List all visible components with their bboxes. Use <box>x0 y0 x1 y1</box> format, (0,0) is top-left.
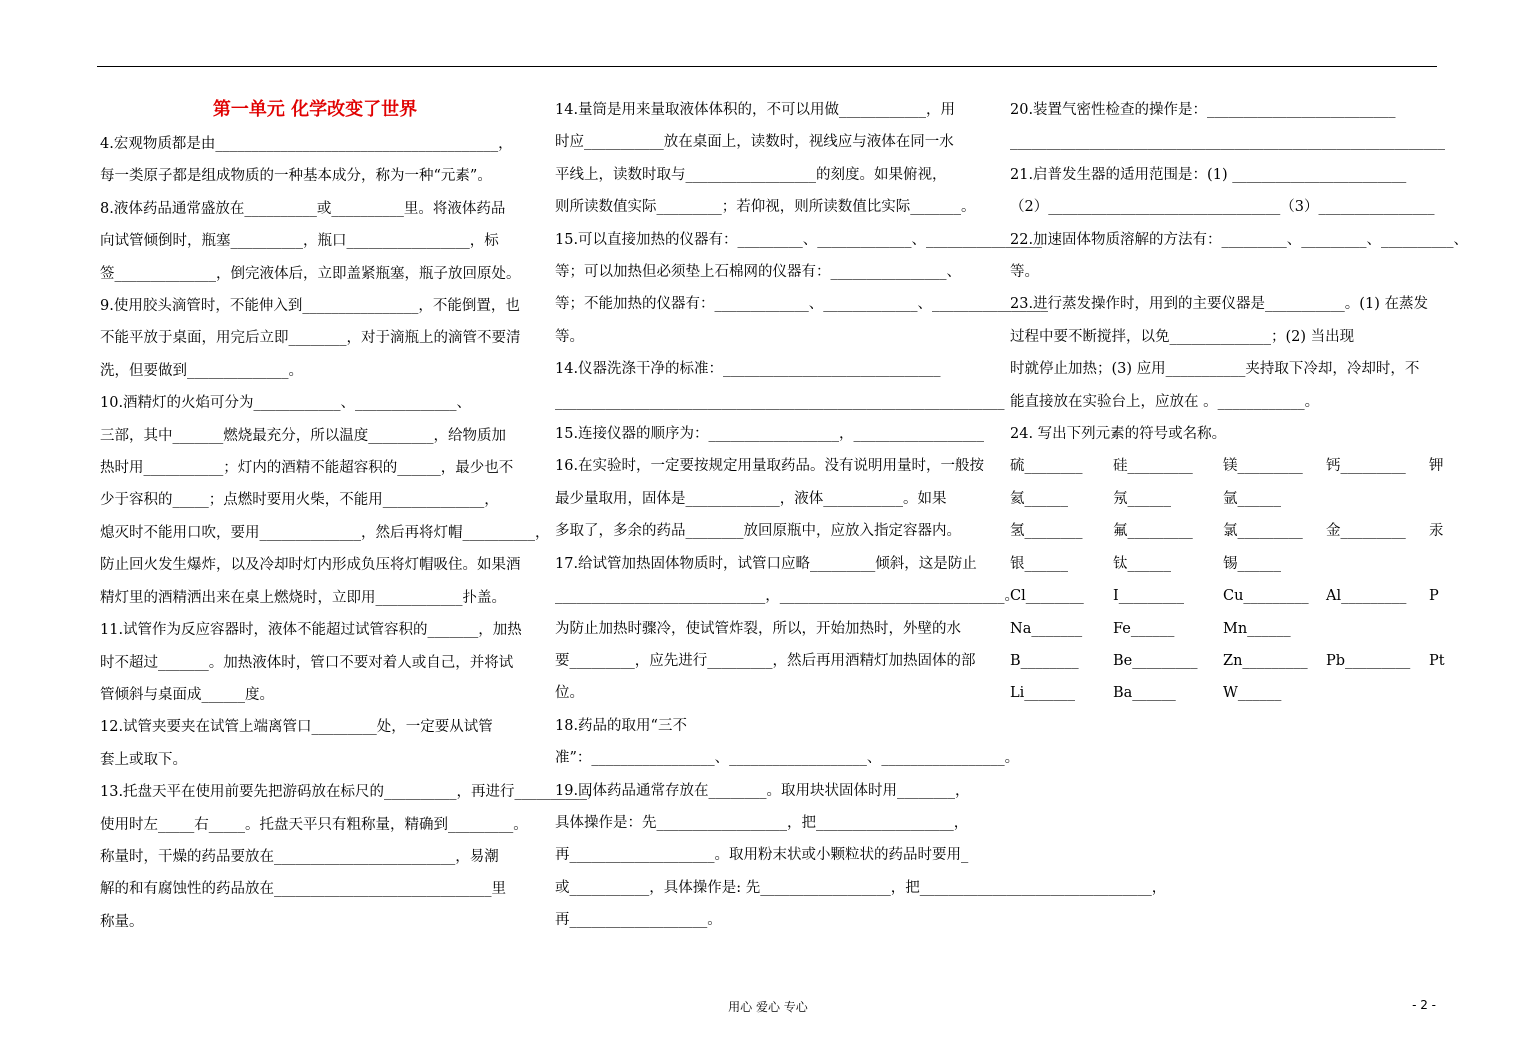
text-line: 称量。 <box>100 913 144 930</box>
text-line: 22.加速固体物质溶解的方法有：_________、_________、__________、 <box>1010 231 1469 248</box>
text-line: 12.试管夹要夹在试管上端离管口_________处，一定要从试管 <box>100 719 493 736</box>
text-line: 洗，但要做到______________。 <box>100 362 303 379</box>
element-cell: Al_________ <box>1326 588 1407 605</box>
text-line: 管倾斜与桌面成______度。 <box>100 686 274 703</box>
element-cell: Na_______ <box>1010 620 1083 637</box>
text-line: 10.酒精灯的火焰可分为____________、______________、 <box>100 395 472 412</box>
element-row <box>1010 677 1536 709</box>
text-line: 少于容积的_____；点燃时要用火柴，不能用______________， <box>100 492 499 509</box>
text-line: 等。 <box>1010 264 1039 281</box>
text-line: 防止回火发生爆炸，以及冷却时灯内形成负压将灯帽吸住。如果酒 <box>100 557 521 574</box>
element-cell <box>1429 677 1469 709</box>
element-cell: 镁_________ <box>1223 458 1303 475</box>
text-line: 具体操作是：先__________________，把___________________， <box>555 814 969 831</box>
text-line: 每一类原子都是组成物质的一种基本成分，称为一种“元素”。 <box>100 168 492 185</box>
text-line: 向试管倾倒时，瓶塞__________，瓶口_________________，标 <box>100 233 499 250</box>
element-cell: 氦______ <box>1010 490 1068 507</box>
text-line: 时应___________放在桌面上，读数时，视线应与液体在同一水 <box>555 134 954 151</box>
element-cell <box>1326 677 1429 709</box>
text-line: 热时用___________；灯内的酒精不能超容积的______，最少也不 <box>100 460 514 477</box>
element-cell: 钛______ <box>1113 555 1171 572</box>
element-cell: 硫________ <box>1010 458 1083 475</box>
text-line: 平线上，读数时取与__________________的刻度。如果俯视， <box>555 166 947 183</box>
element-cell: Li_______ <box>1010 685 1076 702</box>
text-line: 15.连接仪器的顺序为：__________________，__________________ <box>555 426 985 443</box>
text-line: 最少量取用，固体是_____________，液体___________。如果 <box>555 490 947 507</box>
text-line: 15.可以直接加热的仪器有：_________、_____________、________________ <box>555 231 1043 248</box>
text-line: 称量时，干燥的药品要放在_________________________，易潮 <box>100 848 499 865</box>
text-line: 时就停止加热；(3) 应用___________夹持取下冷却，冷却时，不 <box>1010 361 1420 378</box>
text-line: 再____________________。取用粉末状或小颗粒状的药品时要用_ <box>555 847 969 864</box>
text-line: 24. 写出下列元素的符号或名称。 <box>1010 426 1227 443</box>
left-lines <box>100 128 602 938</box>
element-cell: Cl________ <box>1010 588 1084 605</box>
element-cell: 氖______ <box>1113 490 1171 507</box>
element-cell <box>1326 613 1429 645</box>
text-line: 4.宏观物质都是由_______________________________________， <box>100 136 513 152</box>
text-line: 等。 <box>555 328 584 345</box>
element-cell: Fe______ <box>1113 620 1175 637</box>
text-line: 14.仪器洗涤干净的标准：______________________________ <box>555 361 941 378</box>
text-line: 解的和有腐蚀性的药品放在______________________________里 <box>100 881 506 898</box>
element-cell <box>1429 548 1469 580</box>
element-cell <box>1429 613 1469 645</box>
text-line: 19.固体药品通常存放在________。取用块状固体时用________， <box>555 782 970 799</box>
text-line: ____________________________________________________________ <box>1010 134 1445 151</box>
element-row <box>1010 548 1536 580</box>
text-line: 21.启普发生器的适用范围是：(1) ________________________ <box>1010 166 1407 183</box>
text-line: 过程中要不断搅拌，以免______________；(2) 当出现 <box>1010 328 1355 345</box>
text-line: 16.在实验时，一定要按规定用量取药品。没有说明用量时，一般按 <box>555 458 985 475</box>
element-cell: Be_________ <box>1113 652 1198 669</box>
text-line: 熄灭时不能用口吹，要用______________，然后再将灯帽__________， <box>100 524 550 541</box>
element-cell: Pt <box>1429 652 1445 669</box>
text-line: 则所读数值实际_________；若仰视，则所读数值比实际_______。 <box>555 199 976 216</box>
text-line: 使用时左_____右_____。托盘天平只有粗称量，精确到_________。 <box>100 816 528 833</box>
element-cell: Cu_________ <box>1223 588 1309 605</box>
text-line: 三部，其中_______燃烧最充分，所以温度_________，给物质加 <box>100 427 506 444</box>
element-cell: Zn_________ <box>1223 652 1308 669</box>
text-line: 18.药品的取用“三不 <box>555 717 687 734</box>
text-line: 能直接放在实验台上，应放在 。____________。 <box>1010 393 1320 410</box>
header-rule <box>97 66 1437 67</box>
element-cell: 硅_________ <box>1113 458 1193 475</box>
element-cell: 钾 <box>1429 458 1444 475</box>
text-line: 8.液体药品通常盛放在__________或__________里。将液体药品 <box>100 200 506 217</box>
element-row <box>1010 645 1536 677</box>
text-line: 位。 <box>555 685 584 702</box>
text-line: 时不超过_______。加热液体时，管口不要对着人或自己，并将试 <box>100 654 514 671</box>
element-cell <box>1326 548 1429 580</box>
element-row <box>1010 580 1536 612</box>
text-line: 精灯里的酒精洒出来在桌上燃烧时，立即用____________扑盖。 <box>100 589 506 606</box>
text-line: 13.托盘天平在使用前要先把游码放在标尺的__________，再进行__________， <box>100 784 602 801</box>
element-cell <box>1429 483 1469 515</box>
element-cell: 氢________ <box>1010 523 1083 540</box>
text-line: 9.使用胶头滴管时，不能伸入到________________，不能倒置，也 <box>100 298 520 315</box>
text-line: 签______________，倒完液体后，立即盖紧瓶塞，瓶子放回原处。 <box>100 265 521 282</box>
element-cell: W______ <box>1223 685 1282 702</box>
text-line: 23.进行蒸发操作时，用到的主要仪器是___________。(1) 在蒸发 <box>1010 296 1428 313</box>
text-line: 要_________，应先进行_________，然后再用酒精灯加热固体的部 <box>555 652 976 669</box>
element-row <box>1010 613 1536 645</box>
element-table <box>1010 450 1536 709</box>
element-cell: 氟_________ <box>1113 523 1193 540</box>
element-cell: 氩______ <box>1223 490 1281 507</box>
element-row <box>1010 450 1536 482</box>
column-left <box>100 94 602 938</box>
element-cell: 汞 <box>1429 523 1444 540</box>
element-cell: P <box>1429 588 1439 605</box>
text-line: 14.量筒是用来量取液体体积的，不可以用做____________，用 <box>555 102 956 118</box>
footer-motto: 用心 爱心 专心 <box>728 1000 808 1014</box>
element-cell: B________ <box>1010 652 1079 669</box>
text-line: _____________________________，_______________________________。 <box>555 588 1019 605</box>
text-line: 11.试管作为反应容器时，液体不能超过试管容积的_______，加热 <box>100 622 522 639</box>
text-line: 准”：_________________、___________________、_________________。 <box>555 750 1020 767</box>
page-number: - 2 - <box>1412 998 1436 1012</box>
right-lines <box>1010 94 1536 450</box>
text-line: 等；不能加热的仪器有：_____________、_____________、________________ <box>555 296 1048 313</box>
element-cell: Mn______ <box>1223 620 1291 637</box>
element-cell: 钙_________ <box>1326 458 1406 475</box>
text-line: 不能平放于桌面，用完后立即________，对于滴瓶上的滴管不要清 <box>100 330 521 347</box>
element-cell <box>1326 483 1429 515</box>
text-line: ______________________________________________________________ <box>555 393 1005 410</box>
text-line: 17.给试管加热固体物质时，试管口应略_________倾斜，这是防止 <box>555 555 977 572</box>
element-row <box>1010 483 1536 515</box>
text-line: （2）________________________________（3）________________ <box>1010 199 1435 216</box>
element-cell: 银______ <box>1010 555 1068 572</box>
element-cell: 氯_________ <box>1223 523 1303 540</box>
text-line: 多取了，多余的药品________放回原瓶中，应放入指定容器内。 <box>555 523 961 540</box>
text-line: 套上或取下。 <box>100 751 187 768</box>
text-line: 或___________，具体操作是: 先__________________，把________________________________， <box>555 879 1167 896</box>
text-line: 等；可以加热但必须垫上石棉网的仪器有：________________、 <box>555 264 961 281</box>
element-cell: I_________ <box>1113 588 1184 605</box>
element-cell: Ba______ <box>1113 685 1176 702</box>
text-line: 再___________________。 <box>555 912 722 929</box>
element-row <box>1010 515 1536 547</box>
unit-title: 第一单元 化学改变了世界 <box>212 99 418 120</box>
element-cell: Pb_________ <box>1326 652 1411 669</box>
column-right <box>1010 94 1536 710</box>
element-cell: 金_________ <box>1326 523 1406 540</box>
element-cell: 锡______ <box>1223 555 1281 572</box>
text-line: 20.装置气密性检查的操作是：__________________________ <box>1010 102 1396 118</box>
text-line: 为防止加热时骤冷，使试管炸裂，所以，开始加热时，外壁的水 <box>555 620 961 637</box>
